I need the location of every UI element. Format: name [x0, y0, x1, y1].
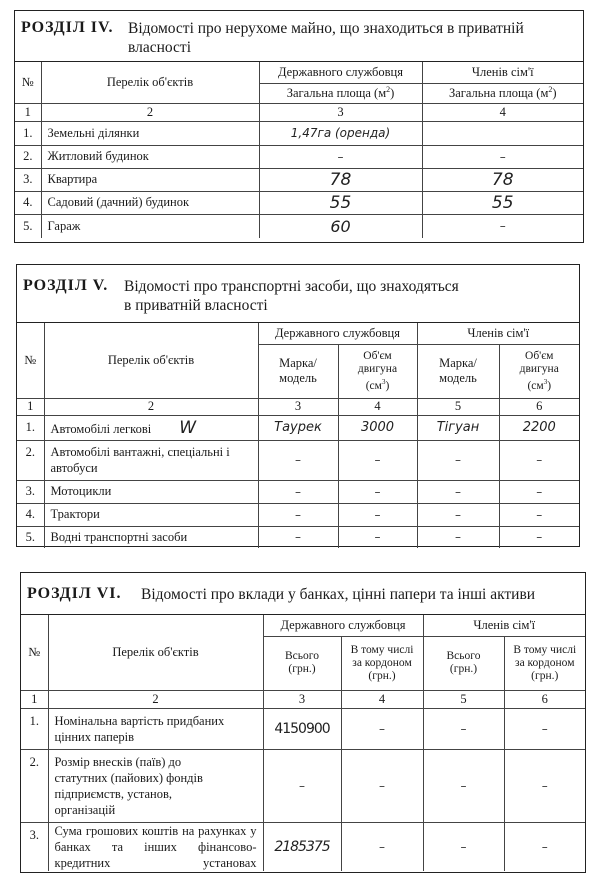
header-official: Державного службовця [263, 615, 423, 636]
value-volume-official: – [338, 503, 417, 526]
value-make-official: – [258, 480, 338, 503]
header-make-family: Марка/ модель [417, 344, 499, 398]
value-volume-official: – [338, 440, 417, 480]
header-abroad-family: В тому числі за кордоном (грн.) [504, 636, 585, 690]
row-no: 1. [15, 121, 41, 145]
header-objects: Перелік об'єктів [41, 62, 259, 103]
col-number: 4 [338, 398, 417, 415]
col-number: 3 [258, 398, 338, 415]
row-label: Мотоцикли [44, 480, 258, 503]
value-make-family: – [417, 503, 499, 526]
header-volume-family: Об'єм двигуна $(см^3)$ [499, 344, 579, 398]
value-official: 60 [259, 214, 422, 238]
value-official: 78 [259, 168, 422, 191]
value-volume-official: – [338, 526, 417, 548]
value-official: – [259, 145, 422, 168]
value-abroad-family: – [504, 708, 585, 749]
col-number: 2 [44, 398, 258, 415]
header-family: Членів сім'ї [422, 62, 583, 83]
value-family: – [422, 214, 583, 238]
header-total-family: Всього (грн.) [423, 636, 504, 690]
row-label: Номінальна вартість придбаних цінних паперів [48, 708, 263, 749]
col-number: 4 [341, 690, 423, 708]
row-label: Сума грошових коштів на рахунках у банках та інших фінансово-кредитних установах [48, 822, 263, 871]
section-6-number: РОЗДІЛ VI. [27, 585, 122, 602]
value-abroad-official: – [341, 708, 423, 749]
header-area-family: Загальна площа $(м^2)$ [422, 83, 583, 103]
table-row [15, 168, 583, 191]
value-make-family: – [417, 440, 499, 480]
col-number: 6 [504, 690, 585, 708]
col-number: 5 [417, 398, 499, 415]
handwritten-mark: W [179, 417, 197, 438]
header-make-official: Марка/ модель [258, 344, 338, 398]
row-no: 3. [15, 168, 41, 191]
col-number: 5 [423, 690, 504, 708]
row-no: 4. [17, 503, 44, 526]
section-5-title-line2: в приватній власності [124, 297, 268, 314]
row-label: Земельні ділянки [41, 121, 259, 145]
value-volume-family: – [499, 526, 579, 548]
header-family: Членів сім'ї [423, 615, 585, 636]
section-5-table [17, 323, 579, 548]
value-make-official: – [258, 440, 338, 480]
row-no: 2. [15, 145, 41, 168]
row-label: Автомобілі вантажні, спеціальні і автобуси [44, 440, 258, 480]
value-total-family: – [423, 749, 504, 822]
row-no: 1. [17, 415, 44, 440]
row-no: 1. [21, 708, 48, 749]
section-5 [16, 264, 580, 547]
value-total-official: – [263, 749, 341, 822]
header-no: № [15, 62, 41, 103]
header-no: № [17, 323, 44, 398]
value-official: 55 [259, 191, 422, 214]
row-label: Гараж [41, 214, 259, 238]
value-volume-family: – [499, 480, 579, 503]
table-row [17, 480, 579, 503]
value-family: – [422, 145, 583, 168]
section-4-number: РОЗДІЛ IV. [21, 19, 114, 36]
value-family: 55 [422, 191, 583, 214]
header-total-official: Всього (грн.) [263, 636, 341, 690]
table-row [17, 503, 579, 526]
value-make-family: – [417, 480, 499, 503]
value-total-family: – [423, 708, 504, 749]
section-4-title-line2: власності [128, 39, 191, 56]
row-no: 5. [17, 526, 44, 548]
table-row [17, 415, 579, 440]
table-row [15, 214, 583, 238]
value-official: 1,47га (оренда) [259, 121, 422, 145]
row-no: 3. [17, 480, 44, 503]
col-number: 2 [48, 690, 263, 708]
header-official: Державного службовця [258, 323, 417, 344]
col-number: 3 [259, 103, 422, 121]
value-make-official: Таурек [258, 415, 338, 440]
value-volume-family: 2200 [499, 415, 579, 440]
value-abroad-family: – [504, 822, 585, 871]
row-no: 5. [15, 214, 41, 238]
table-row [15, 121, 583, 145]
value-volume-family: – [499, 440, 579, 480]
table-row [17, 440, 579, 480]
row-label: Автомобілі легкові W [44, 415, 258, 440]
section-5-number: РОЗДІЛ V. [23, 277, 109, 294]
section-4-table [15, 62, 583, 238]
header-area-official: Загальна площа $(м^2)$ [259, 83, 422, 103]
row-label: Квартира [41, 168, 259, 191]
col-number: 4 [422, 103, 583, 121]
value-abroad-family: – [504, 749, 585, 822]
value-make-family: – [417, 526, 499, 548]
value-family [422, 121, 583, 145]
value-abroad-official: – [341, 749, 423, 822]
value-abroad-official: – [341, 822, 423, 871]
table-row [15, 145, 583, 168]
value-volume-official: 3000 [338, 415, 417, 440]
section-6-title: Відомості про вклади у банках, цінні папери та інші активи [141, 586, 536, 603]
col-number: 1 [21, 690, 48, 708]
row-label: Розмір внесків (паїв) до статутних (пайових) фондів підприємств, установ, організацій [48, 749, 263, 822]
section-4-title-line1: Відомості про нерухоме майно, що знаходиться в приватній [128, 20, 524, 37]
col-number: 1 [15, 103, 41, 121]
col-number: 3 [263, 690, 341, 708]
col-number: 2 [41, 103, 259, 121]
row-no: 2. [17, 440, 44, 480]
header-no: № [21, 615, 48, 690]
header-objects: Перелік об'єктів [44, 323, 258, 398]
section-5-header [17, 265, 579, 323]
section-6-table [21, 615, 585, 871]
header-volume-official: Об'єм двигуна $(см^3)$ [338, 344, 417, 398]
row-label: Трактори [44, 503, 258, 526]
table-row [21, 708, 585, 749]
section-4-header [15, 11, 583, 62]
table-row [21, 822, 585, 871]
value-volume-family: – [499, 503, 579, 526]
section-5-title-line1: Відомості про транспортні засоби, що знаходяться [124, 278, 459, 295]
value-make-family: Тігуан [417, 415, 499, 440]
row-label: Водні транспортні засоби [44, 526, 258, 548]
value-total-family: – [423, 822, 504, 871]
row-label: Садовий (дачний) будинок [41, 191, 259, 214]
header-family: Членів сім'ї [417, 323, 579, 344]
value-volume-official: – [338, 480, 417, 503]
row-no: 2. [21, 749, 48, 822]
value-total-official: 4150900 [263, 708, 341, 749]
value-total-official: 2185375 [263, 822, 341, 871]
header-abroad-official: В тому числі за кордоном (грн.) [341, 636, 423, 690]
value-family: 78 [422, 168, 583, 191]
row-no: 4. [15, 191, 41, 214]
col-number: 1 [17, 398, 44, 415]
section-6-header [21, 573, 585, 615]
value-make-official: – [258, 526, 338, 548]
table-row [21, 749, 585, 822]
value-make-official: – [258, 503, 338, 526]
header-official: Державного службовця [259, 62, 422, 83]
table-row [17, 526, 579, 548]
row-no: 3. [21, 822, 48, 871]
section-6 [20, 572, 586, 873]
col-number: 6 [499, 398, 579, 415]
row-label: Житловий будинок [41, 145, 259, 168]
section-4 [14, 10, 584, 243]
table-row [15, 191, 583, 214]
header-objects: Перелік об'єктів [48, 615, 263, 690]
